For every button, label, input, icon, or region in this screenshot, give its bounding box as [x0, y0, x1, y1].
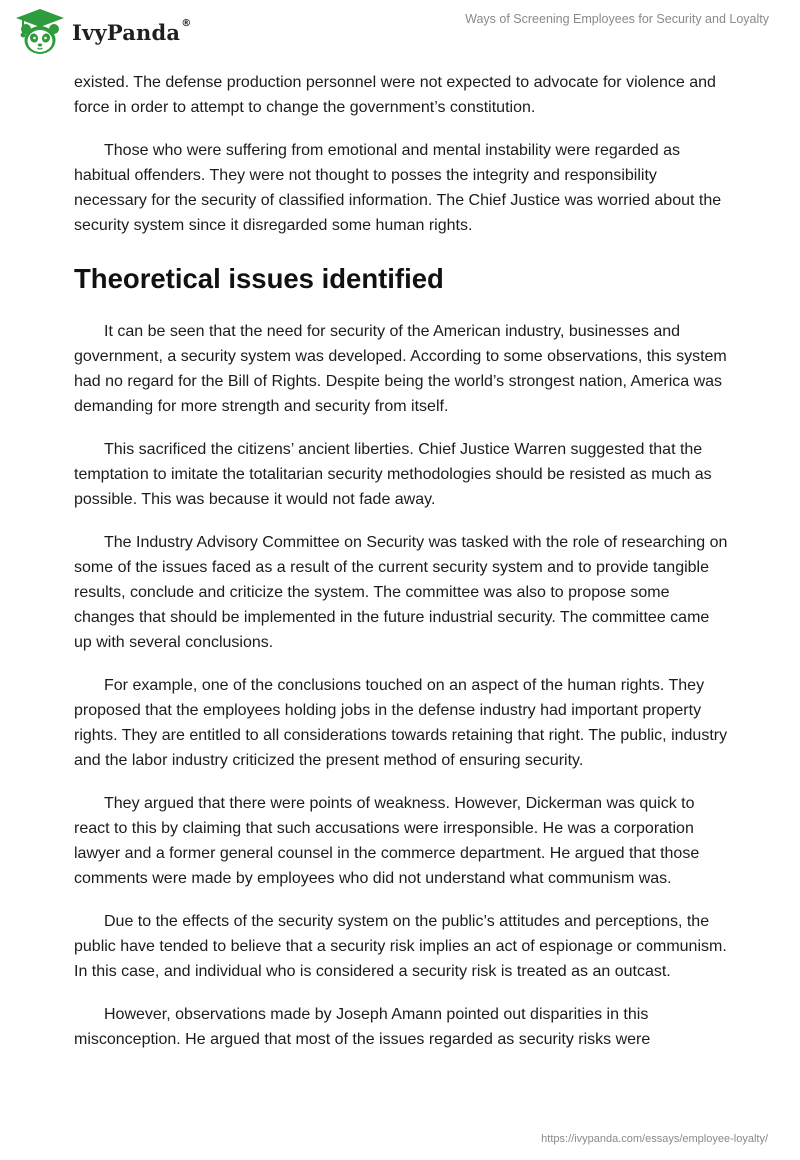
paragraph: The Industry Advisory Committee on Security was tasked with the role of researching on some of the issues faced as a result of the current security system and to provide tangible results, conclude and criticize the system. The committee was also to propose some changes that should be implemented in the future industrial security. The committee came up with several conclusions. [74, 534, 728, 651]
paragraph: Those who were suffering from emotional and mental instability were regarded as habitual offenders. They were not thought to posses the integrity and responsibility necessary for the security of classified information. The Chief Justice was worried about the security system since it disregarded some human rights. [74, 142, 722, 234]
source-url-link[interactable]: https://ivypanda.com/essays/employee-loyalty/ [541, 1133, 768, 1145]
paragraph-continued: existed. The defense production personnel were not expected to advocate for violence and force in order to attempt to change the government’s constitution. [74, 74, 716, 116]
document-title: Ways of Screening Employees for Security and Loyalty [465, 12, 769, 26]
paragraph: They argued that there were points of weakness. However, Dickerman was quick to react to this by claiming that such accusations were irresponsible. He was a corporation lawyer and a former general counsel in the commerce department. He argued that those comments were made by employees who did not understand what communism was. [74, 795, 700, 887]
paragraph: This sacrificed the citizens’ ancient liberties. Chief Justice Warren suggested that the temptation to imitate the totalitarian security methodologies should be resisted as much as possible. This was because it would not fade away. [74, 441, 712, 508]
paragraph: It can be seen that the need for security of the American industry, businesses and government, a security system was developed. According to some observations, this system had no regard for the Bill of Rights. Despite being the world’s strongest nation, America was demanding for more strength and security from itself. [74, 323, 727, 415]
section-heading: Theoretical issues identified [74, 263, 444, 294]
brand-name: IvyPanda® [72, 17, 192, 45]
paragraph: Due to the effects of the security system on the public’s attitudes and perceptions, the public have tended to believe that a security risk implies an act of espionage or communism. In this case, and individual who is considered a security risk is treated as an outcast. [74, 913, 727, 980]
article-body [74, 70, 730, 1070]
page-header [0, 0, 800, 62]
paragraph: For example, one of the conclusions touched on an aspect of the human rights. They proposed that the employees holding jobs in the defense industry had important property rights. They are entitled to all considerations towards retaining that right. The public, industry and the labor industry criticized the present method of ensuring security. [74, 677, 728, 769]
registered-mark: ® [181, 17, 192, 29]
brand-logo-link[interactable] [14, 7, 191, 57]
paragraph: However, observations made by Joseph Amann pointed out disparities in this misconception. He argued that most of the issues regarded as security risks were [74, 1006, 651, 1048]
panda-logo-icon [14, 7, 66, 57]
